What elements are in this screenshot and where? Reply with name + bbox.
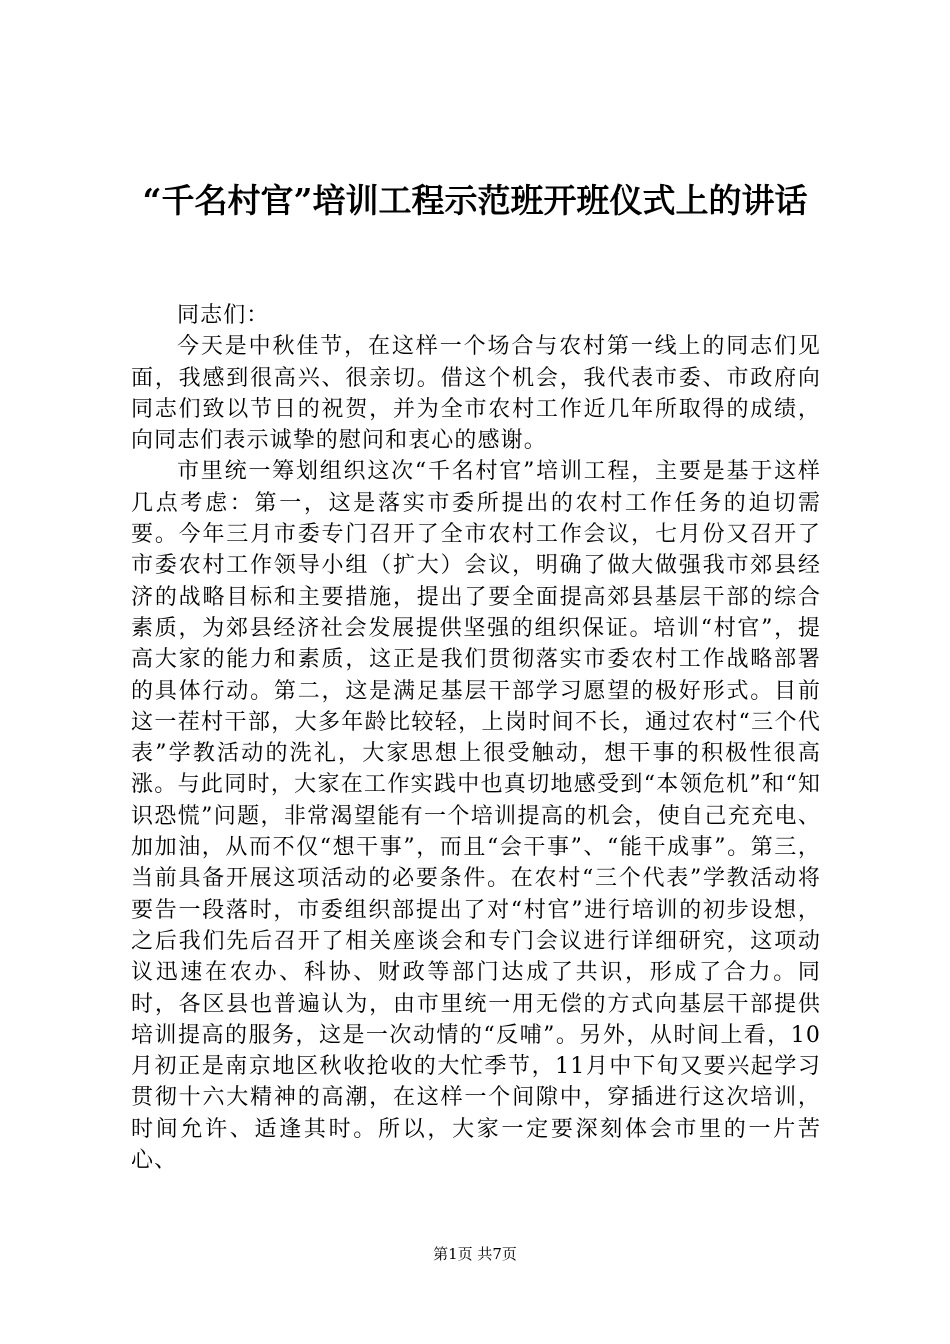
- paragraph: 市里统一筹划组织这次“千名村官”培训工程，主要是基于这样几点考虑：第一，这是落实市委所提出的农村工作任务的迫切需要。今年三月市委专门召开了全市农村工作会议，七月份又召开了市委农村工作领导小组（扩大）会议，明确了做大做强我市郊县经济的战略目标和主要措施，提出了要全面提高郊县基层干部的综合素质，为郊县经济社会发展提供坚强的组织保证。培训“村官”，提高大家的能力和素质，这正是我们贯彻落实市委农村工作战略部署的具体行动。第二，这是满足基层干部学习愿望的极好形式。目前这一茬村干部，大多年龄比较轻，上岗时间不长，通过农村“三个代表”学教活动的洗礼，大家思想上很受触动，想干事的积极性很高涨。与此同时，大家在工作实践中也真切地感受到“本领危机”和“知识恐慌”问题，非常渴望能有一个培训提高的机会，使自己充充电、加加油，从而不仅“想干事”，而且“会干事”、“能干成事”。第三，当前具备开展这项活动的必要条件。在农村“三个代表”学教活动将要告一段落时，市委组织部提出了对“村官”进行培训的初步设想，之后我们先后召开了相关座谈会和专门会议进行详细研究，这项动议迅速在农办、科协、财政等部门达成了共识，形成了合力。同时，各区县也普遍认为，由市里统一用无偿的方式向基层干部提供培训提高的服务，这是一次动情的“反哺”。另外，从时间上看，10月初正是南京地区秋收抢收的大忙季节，11月中下旬又要兴起学习贯彻十六大精神的高潮，在这样一个间隙中，穿插进行这次培训，时间允许、适逢其时。所以，大家一定要深刻体会市里的一片苦心、: [131, 459, 821, 1174]
- page-number-footer: 第1页 共7页: [433, 1245, 517, 1263]
- salutation: 同志们：: [177, 303, 270, 328]
- document-title: “千名村官”培训工程示范班开班仪式上的讲话: [142, 181, 808, 220]
- paragraph: 今天是中秋佳节，在这样一个场合与农村第一线上的同志们见面，我感到很高兴、很亲切。借这个机会，我代表市委、市政府向同志们致以节日的祝贺，并为全市农村工作近几年所取得的成绩，向同志们表示诚挚的慰问和衷心的感谢。: [131, 334, 821, 454]
- document-body: [131, 300, 821, 1176]
